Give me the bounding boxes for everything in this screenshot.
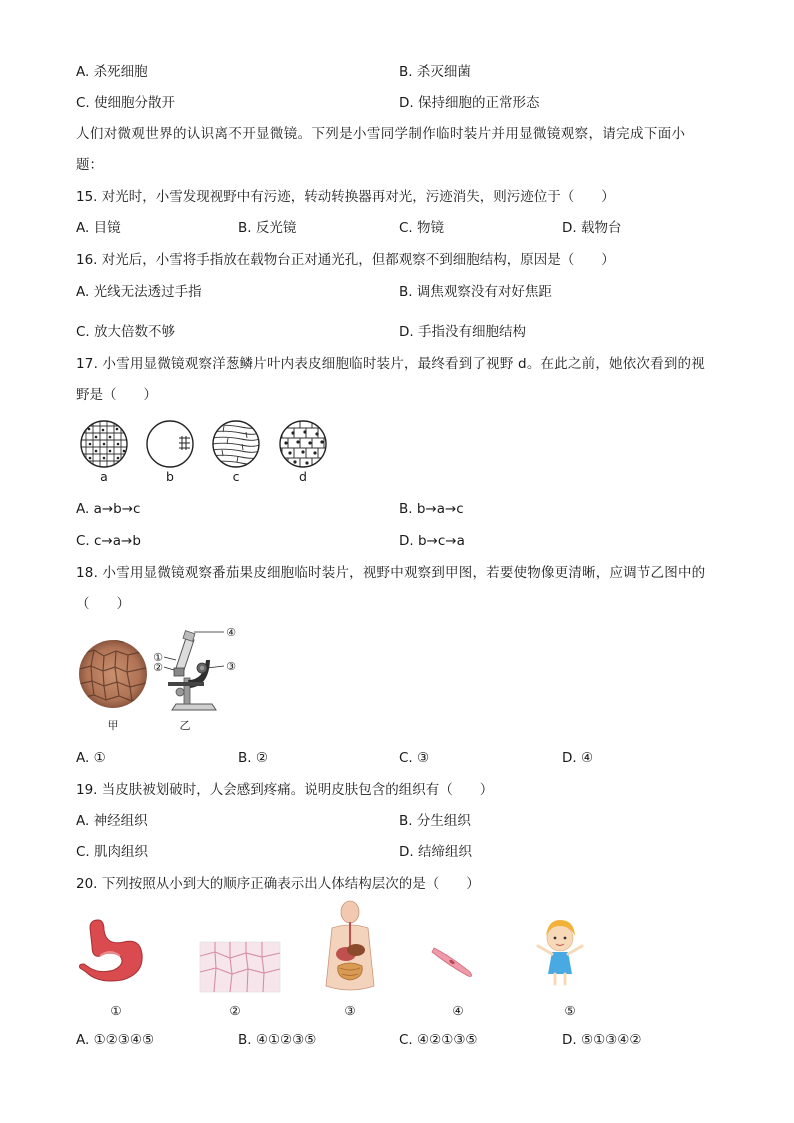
- q20-structure-levels-figure: [70, 898, 610, 998]
- fig-label-yi: 乙: [179, 719, 191, 732]
- q20-option-d: D. ⑤①③④②: [562, 1032, 642, 1048]
- q17-option-d: D. b→c→a: [399, 533, 465, 549]
- q15-option-d: D. 载物台: [562, 220, 622, 236]
- q18-stem-line-2: （ ）: [76, 596, 130, 612]
- q16-stem: 16. 对光后，小雪将手指放在载物台正对通光孔，但都观察不到细胞结构，原因是（ ）: [76, 252, 615, 268]
- q16-option-b: B. 调焦观察没有对好焦距: [399, 284, 552, 300]
- digestive-system-image: [326, 901, 374, 990]
- q20-option-c: C. ④②①③⑤: [399, 1032, 478, 1048]
- q20-fig-label-1: ①: [110, 1003, 122, 1018]
- tomato-peel-view-image: [79, 638, 147, 708]
- q14-option-d: D. 保持细胞的正常形态: [399, 95, 540, 111]
- q18-option-c: C. ③: [399, 750, 430, 766]
- q18-option-d: D. ④: [562, 750, 594, 766]
- q14-option-c: C. 使细胞分散开: [76, 95, 176, 111]
- q20-fig-label-2: ②: [229, 1003, 241, 1018]
- q17-option-a: A. a→b→c: [76, 501, 141, 517]
- q17-option-c: C. c→a→b: [76, 533, 141, 549]
- q17-fig-label-c: c: [232, 469, 240, 484]
- microscope-image: [168, 631, 216, 710]
- q17-stem-line-1: 17. 小雪用显微镜观察洋葱鳞片叶内表皮细胞临时装片，最终看到了视野 d。在此之前，她依次看到的视: [76, 356, 705, 372]
- q17-option-b: B. b→a→c: [399, 501, 464, 517]
- q18-option-a: A. ①: [76, 750, 106, 766]
- fig-label-jia: 甲: [107, 719, 119, 732]
- q15-option-a: A. 目镜: [76, 220, 121, 236]
- q16-option-d: D. 手指没有细胞结构: [399, 324, 526, 340]
- q17-fig-label-b: b: [166, 469, 174, 484]
- q20-option-a: A. ①②③④⑤: [76, 1032, 155, 1048]
- q14-option-a: A. 杀死细胞: [76, 64, 148, 80]
- callout-2: ②: [153, 661, 163, 674]
- q18-option-b: B. ②: [238, 750, 268, 766]
- girl-image: [538, 920, 582, 984]
- q19-option-a: A. 神经组织: [76, 813, 148, 829]
- view-d-image: [279, 420, 327, 468]
- muscle-cell-image: [432, 948, 472, 977]
- q19-option-c: C. 肌肉组织: [76, 844, 149, 860]
- q16-option-c: C. 放大倍数不够: [76, 324, 176, 340]
- q20-option-b: B. ④①②③⑤: [238, 1032, 317, 1048]
- intro-line-2: 题：: [76, 157, 103, 173]
- callout-4: ④: [226, 626, 236, 639]
- callout-1: ①: [153, 651, 163, 664]
- q20-fig-label-4: ④: [452, 1003, 464, 1018]
- q19-stem: 19. 当皮肤被划破时，人会感到疼痛。说明皮肤包含的组织有（ ）: [76, 782, 494, 798]
- q20-fig-label-3: ③: [344, 1003, 356, 1018]
- q20-stem: 20. 下列按照从小到大的顺序正确表示出人体结构层次的是（ ）: [76, 876, 480, 892]
- intro-line-1: 人们对微观世界的认识离不开显微镜。下列是小雪同学制作临时装片并用显微镜观察，请完成下面小: [76, 126, 686, 142]
- q15-option-c: C. 物镜: [399, 220, 445, 236]
- q17-fig-label-a: a: [100, 469, 108, 484]
- tissue-image: [200, 942, 280, 992]
- q18-stem-line-1: 18. 小雪用显微镜观察番茄果皮细胞临时装片，视野中观察到甲图，若要使物像更清晰，应调节乙图中的: [76, 565, 706, 581]
- stomach-image: [80, 920, 143, 981]
- q14-option-b: B. 杀灭细菌: [399, 64, 471, 80]
- callout-3: ③: [226, 660, 236, 673]
- q20-fig-label-5: ⑤: [564, 1003, 576, 1018]
- q15-stem: 15. 对光时，小雪发现视野中有污迹，转动转换器再对光，污迹消失，则污迹位于（ ）: [76, 189, 615, 205]
- q17-fig-label-d: d: [299, 469, 307, 484]
- q19-option-d: D. 结缔组织: [399, 844, 472, 860]
- q16-option-a: A. 光线无法透过手指: [76, 284, 202, 300]
- q17-stem-line-2: 野是（ ）: [76, 387, 157, 403]
- q15-option-b: B. 反光镜: [238, 220, 297, 236]
- q19-option-b: B. 分生组织: [399, 813, 471, 829]
